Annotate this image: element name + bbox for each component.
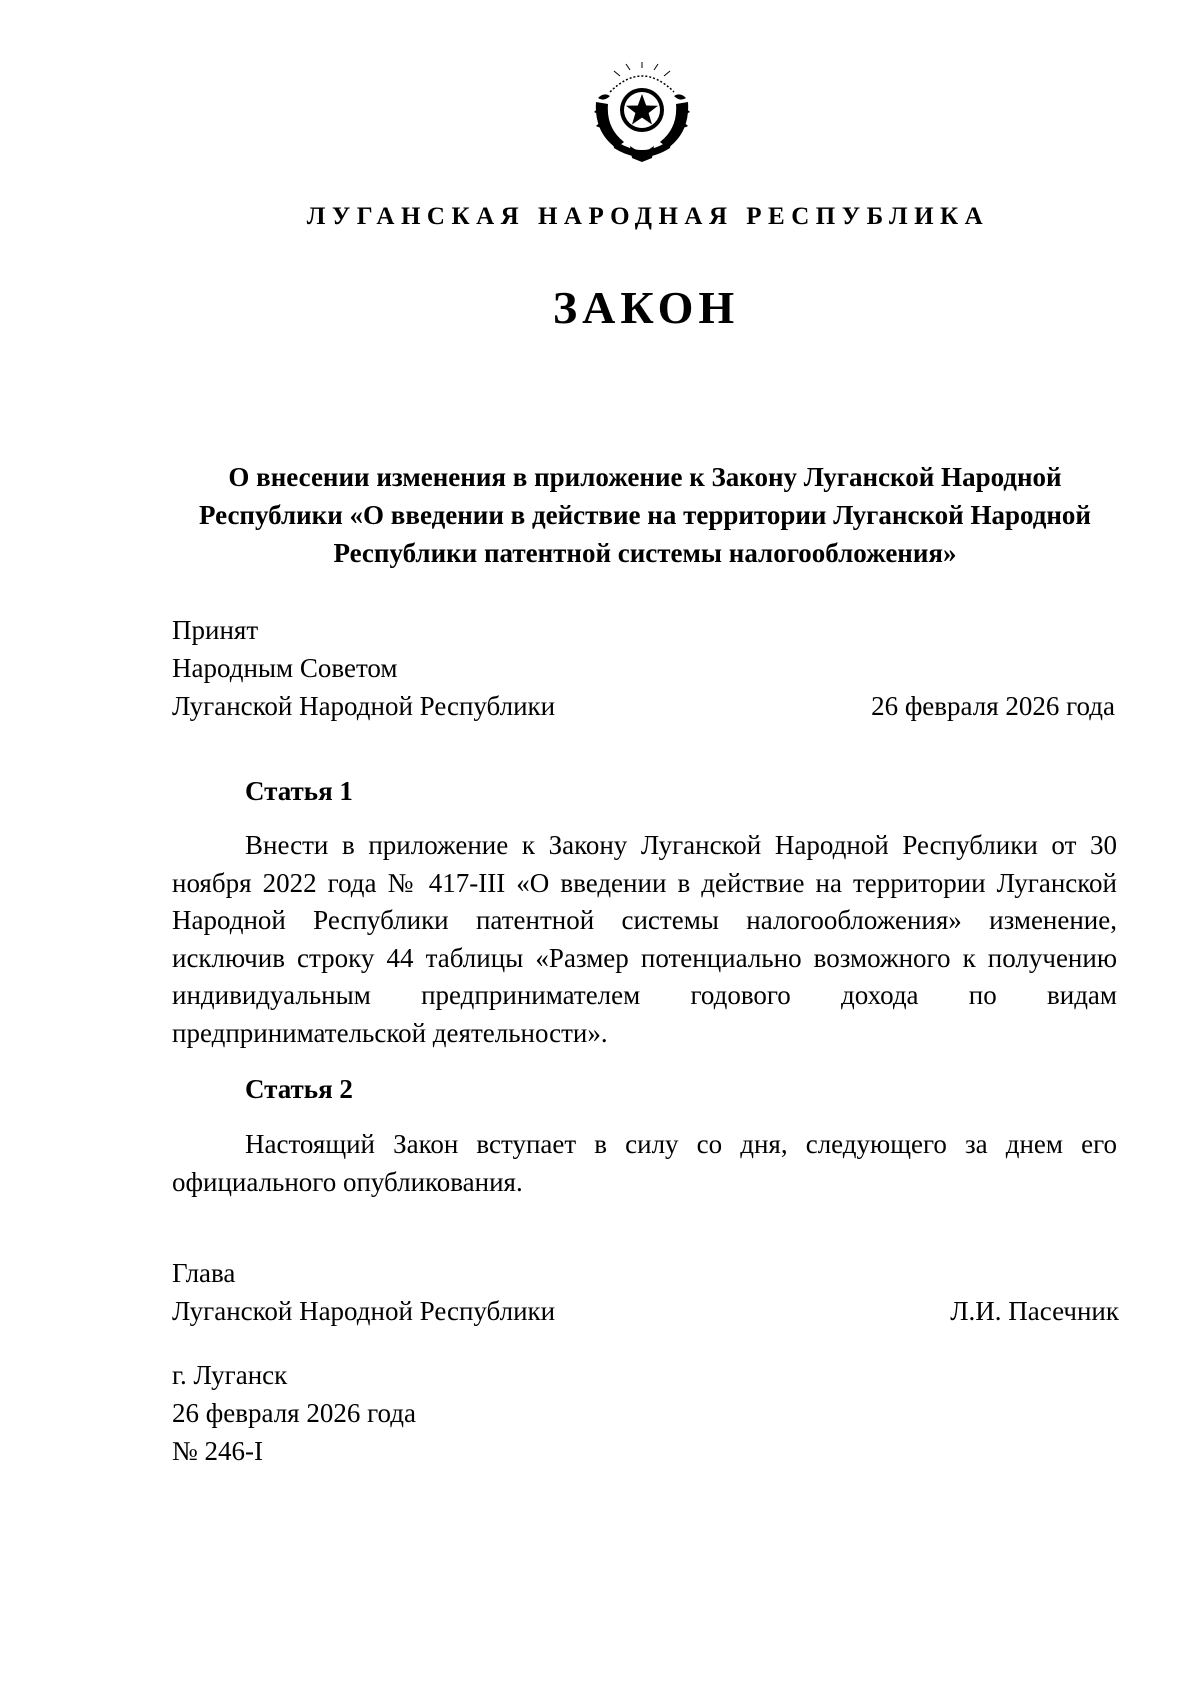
adoption-date: 26 февраля 2026 года [871, 691, 1115, 721]
republic-name: ЛУГАНСКАЯ НАРОДНАЯ РЕСПУБЛИКА [306, 203, 990, 230]
document-type: ЗАКОН [552, 282, 740, 333]
article-2-heading: Статья 2 [245, 1074, 353, 1104]
article-2-text: Настоящий Закон вступает в силу со дня, следующего за днем его официального опубликования. [172, 1129, 1117, 1197]
signature-position-line-2: Луганской Народной Республики [172, 1296, 556, 1326]
law-title [170, 458, 1120, 572]
adoption-line-2: Народным Советом [172, 653, 398, 683]
coat-of-arms-emblem [590, 62, 694, 162]
article-1-text: Внести в приложение к Закону Луганской Народной Республики от 30 ноября 2022 года № 417-III «О введении в действие на территории Луганской Народной Республики патентной системы налогообложения» изменение, исключив строку 44 таблицы «Размер потенциально возможного к получению индивидуальным предпринимателем годового дохода по видам предпринимательской деятельности». [172, 830, 1117, 1048]
law-title-line: О внесении изменения в приложение к Закону Луганской Народной [228, 462, 1062, 492]
signature-position-line-1: Глава [172, 1258, 236, 1288]
footer-number: № 246-I [172, 1436, 263, 1466]
law-title-line: Республики патентной системы налогообложения» [333, 538, 957, 568]
footer-city: г. Луганск [172, 1360, 288, 1390]
footer-date: 26 февраля 2026 года [172, 1398, 416, 1428]
adoption-line-3: Луганской Народной Республики [172, 691, 556, 721]
article-1-heading: Статья 1 [245, 776, 353, 806]
law-title-line: Республики «О введении в действие на территории Луганской Народной [199, 500, 1091, 530]
signatory-name: Л.И. Пасечник [950, 1296, 1119, 1326]
adoption-line-1: Принят [172, 615, 259, 645]
